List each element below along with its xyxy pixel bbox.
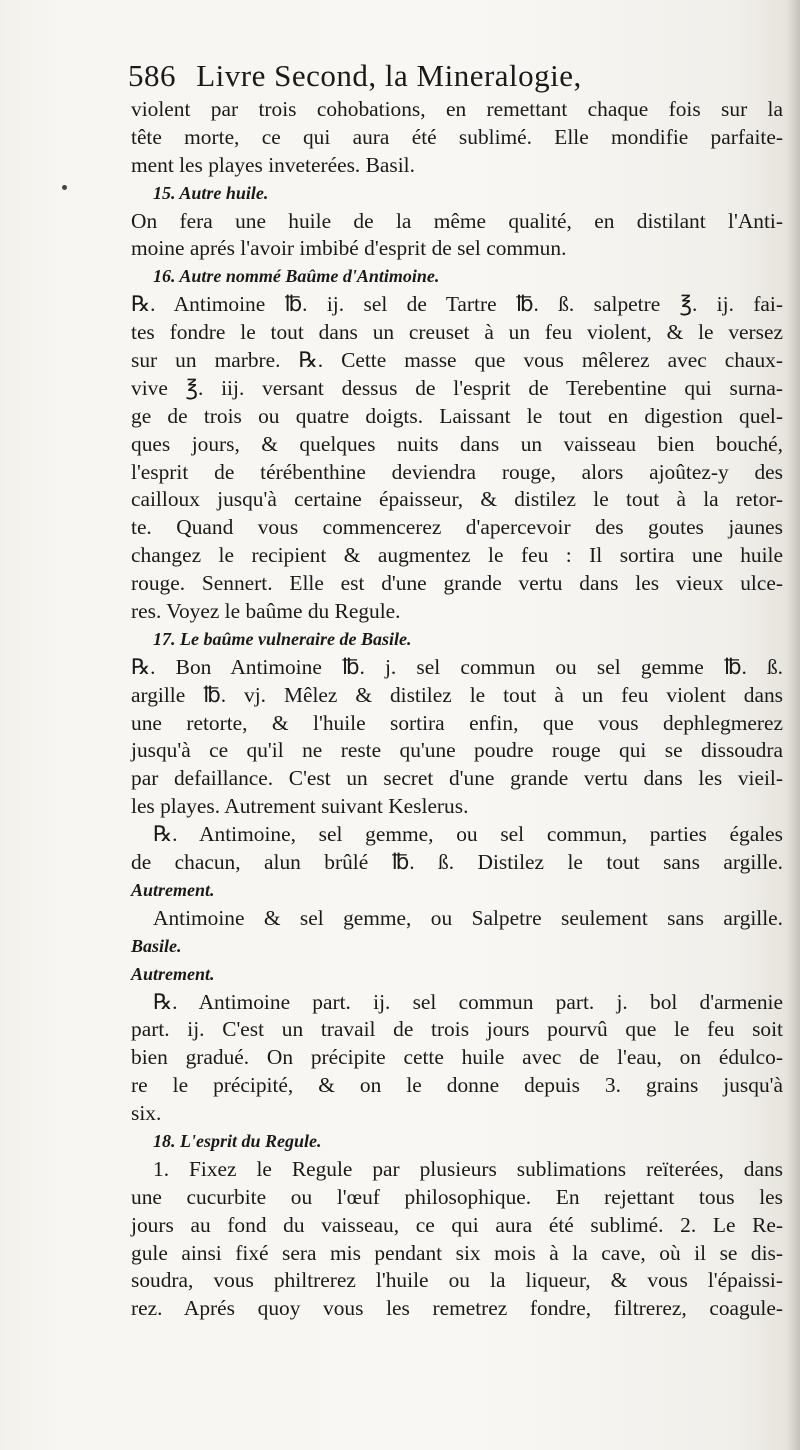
section-heading-17: 17. Le baûme vulneraire de Basile. [153, 628, 412, 649]
text-line: tes fondre le tout dans un creuset à un feu violent, & le versez [131, 320, 783, 345]
text-line: rez. Aprés quoy vous les remetrez fondre, filtrerez, coagule- [131, 1296, 783, 1321]
text-line: moine aprés l'avoir imbibé d'esprit de sel commun. [131, 236, 567, 261]
section-heading-15: 15. Autre huile. [153, 182, 269, 203]
text-line: une cucurbite ou l'œuf philosophique. En rejettant tous les [131, 1184, 783, 1209]
page-gutter-shadow [786, 0, 800, 1450]
text-line: tête morte, ce qui aura été sublimé. Elle mondifie parfaite- [131, 124, 783, 149]
text-line: jours au fond du vaisseau, ce qui aura été sublimé. 2. Le Re- [131, 1212, 783, 1237]
text-line: part. ij. C'est un travail de trois jours pourvû que le feu soit [131, 1017, 783, 1042]
text-line: Antimoine & sel gemme, ou Salpetre seulement sans argille. [153, 905, 783, 930]
text-line: soudra, vous philtrerez l'huile ou la liqueur, & vous l'épaissi- [131, 1268, 783, 1293]
text-line: cailloux jusqu'à certaine épaisseur, & distilez le tout à la retor- [131, 487, 783, 512]
text-line: te. Quand vous commencerez d'apercevoir des goutes jaunes [131, 515, 783, 540]
text-line: violent par trois cohobations, en remettant chaque fois sur la [131, 97, 783, 121]
text-line: jusqu'à ce qu'il ne reste qu'une poudre rouge qui se dissoudra [131, 738, 783, 763]
text-line: ques jours, & quelques nuits dans un vaisseau bien bouché, [131, 431, 783, 456]
text-line: par defaillance. C'est un secret d'une grande vertu dans les vieil- [131, 766, 783, 791]
section-heading-16: 16. Autre nommé Baûme d'Antimoine. [153, 266, 440, 287]
attribution-basile: Basile. [131, 935, 182, 956]
text-line: de chacun, alun brûlé ℔. ß. Distilez le tout sans argille. [131, 850, 783, 875]
text-line: ℞. Bon Antimoine ℔. j. sel commun ou sel gemme ℔. ß. [131, 654, 783, 679]
text-line: ℞. Antimoine ℔. ij. sel de Tartre ℔. ß. salpetre ℥. ij. fai- [131, 292, 783, 317]
text-line: l'esprit de térébenthine deviendra rouge, alors ajoûtez-y des [131, 459, 783, 484]
text-line: changez le recipient & augmentez le feu : Il sortira une huile [131, 543, 783, 568]
text-line: rouge. Sennert. Elle est d'une grande vertu dans les vieux ulce- [131, 571, 783, 596]
text-line: ment les playes inveterées. Basil. [131, 152, 415, 177]
text-line: ge de trois ou quatre doigts. Laissant le tout en digestion quel- [131, 403, 783, 428]
text-line: re le précipité, & on le donne depuis 3. grains jusqu'à [131, 1073, 783, 1098]
subheading-autrement: Autrement. [131, 963, 215, 984]
text-line: argille ℔. vj. Mêlez & distilez le tout à un feu violent dans [131, 682, 783, 707]
text-line: les playes. Autrement suivant Keslerus. [131, 794, 469, 819]
section-heading-18: 18. L'esprit du Regule. [153, 1130, 322, 1151]
text-line: six. [131, 1101, 162, 1126]
text-line: une retorte, & l'huile sortira enfin, que vous dephlegmerez [131, 710, 783, 735]
running-title: Livre Second, la Mineralogie, [196, 58, 582, 93]
text-line: ℞. Antimoine, sel gemme, ou sel commun, parties égales [153, 822, 783, 847]
running-header [128, 58, 788, 94]
text-line: ℞. Antimoine part. ij. sel commun part. j. bol d'armenie [153, 989, 783, 1014]
text-line: vive ℥. iij. versant dessus de l'esprit de Terebentine qui surna- [131, 375, 783, 400]
text-line: gule ainsi fixé sera mis pendant six mois à la cave, où il se dis- [131, 1240, 783, 1265]
text-line: res. Voyez le baûme du Regule. [131, 599, 401, 624]
ink-spot [62, 185, 67, 190]
text-line: sur un marbre. ℞. Cette masse que vous mêlerez avec chaux- [131, 348, 783, 373]
page-number: 586 [128, 58, 176, 93]
text-line: 1. Fixez le Regule par plusieurs sublimations reïterées, dans [153, 1156, 783, 1181]
subheading-autrement: Autrement. [131, 879, 215, 900]
page-body [131, 96, 783, 1323]
text-line: bien gradué. On précipite cette huile avec de l'eau, on édulco- [131, 1045, 783, 1070]
text-line: On fera une huile de la même qualité, en distilant l'Anti- [131, 208, 783, 233]
